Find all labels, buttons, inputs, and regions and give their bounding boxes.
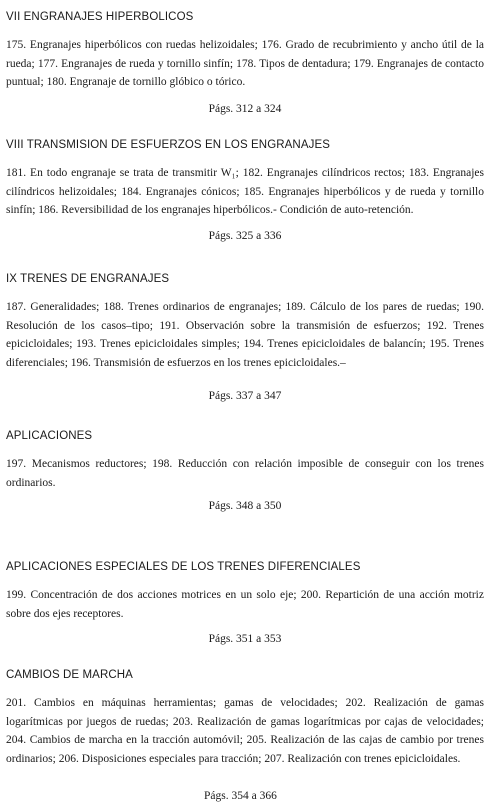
section-heading: VII ENGRANAJES HIPERBOLICOS xyxy=(6,11,194,23)
section-heading: APLICACIONES ESPECIALES DE LOS TRENES DIFERENCIALES xyxy=(6,561,361,573)
section-vii xyxy=(6,10,484,116)
section-body: 175. Engranajes hiperbólicos con ruedas helizoidales; 176. Grado de recubrimiento y ancho útil de la rueda; 177. Engranajes de rueda y tornillo sinfín; 178. Tipos de dentadura; 179. Engranajes de contacto puntual; 180. Engranaje de tornillo glóbico o tórico. xyxy=(6,39,484,88)
section-heading: CAMBIOS DE MARCHA xyxy=(6,669,133,681)
page-range: Págs. 348 a 350 xyxy=(208,500,282,512)
section-body: 201. Cambios en máquinas herramientas; gamas de velocidades; 202. Realización de gamas logarítmicas por juegos de ruedas; 203. Realización de gamas logarítmicas por cajas de velocidades; 204. Cambios de marcha en la tracción automóvil; 205. Realización de las cajas de cambio por trenes ordinarios; 206. Disposiciones especiales para tracción; 207. Realización con trenes epicicloidales. xyxy=(6,697,484,765)
section-heading: IX TRENES DE ENGRANAJES xyxy=(6,273,170,285)
section-cambios-de-marcha xyxy=(6,668,484,768)
page-range: Págs. 312 a 324 xyxy=(208,102,282,115)
section-viii xyxy=(6,138,484,243)
section-aplicaciones-especiales xyxy=(6,560,484,646)
page-range-partial: Págs. 354 a 366 xyxy=(204,790,277,802)
section-ix xyxy=(6,272,484,403)
page-range: Págs. 351 a 353 xyxy=(208,633,282,645)
section-heading: VIII TRANSMISION DE ESFUERZOS EN LOS ENGRANAJES xyxy=(6,139,330,151)
section-body: 199. Concentración de dos acciones motrices en un solo eje; 200. Repartición de una acción motriz sobre dos ejes receptores. xyxy=(6,589,484,620)
section-heading: APLICACIONES xyxy=(6,430,93,442)
page-range: Págs. 337 a 347 xyxy=(208,390,282,402)
section-aplicaciones xyxy=(6,429,484,513)
section-body: 187. Generalidades; 188. Trenes ordinarios de engranajes; 189. Cálculo de los pares de ruedas; 190. Resolución de los casos–tipo; 191. Observación sobre la transmisión de esfuerzos; 192. Trenes epicicloidales; 193. Trenes epicicloidales simples; 194. Trenes epicicloidales de balancín; 195. Trenes diferenciales; 196. Transmisión de esfuerzos en los trenes epicicloidales.– xyxy=(6,301,484,369)
page-range: Págs. 325 a 336 xyxy=(208,229,282,242)
page-range-cutoff xyxy=(0,790,487,802)
section-body: 181. En todo engranaje se trata de transmitir W₁; 182. Engranajes cilíndricos rectos; 183. Engranajes cilíndricos helizoidales; 184. Engranajes cónicos; 185. Engranajes hiperbólicos y de rueda y tornillo sinfín; 186. Reversibilidad de los engranajes hiperbólicos.- Condición de auto-retención. xyxy=(6,167,484,216)
section-body: 197. Mecanismos reductores; 198. Reducción con relación imposible de conseguir con los trenes ordinarios. xyxy=(6,458,484,489)
